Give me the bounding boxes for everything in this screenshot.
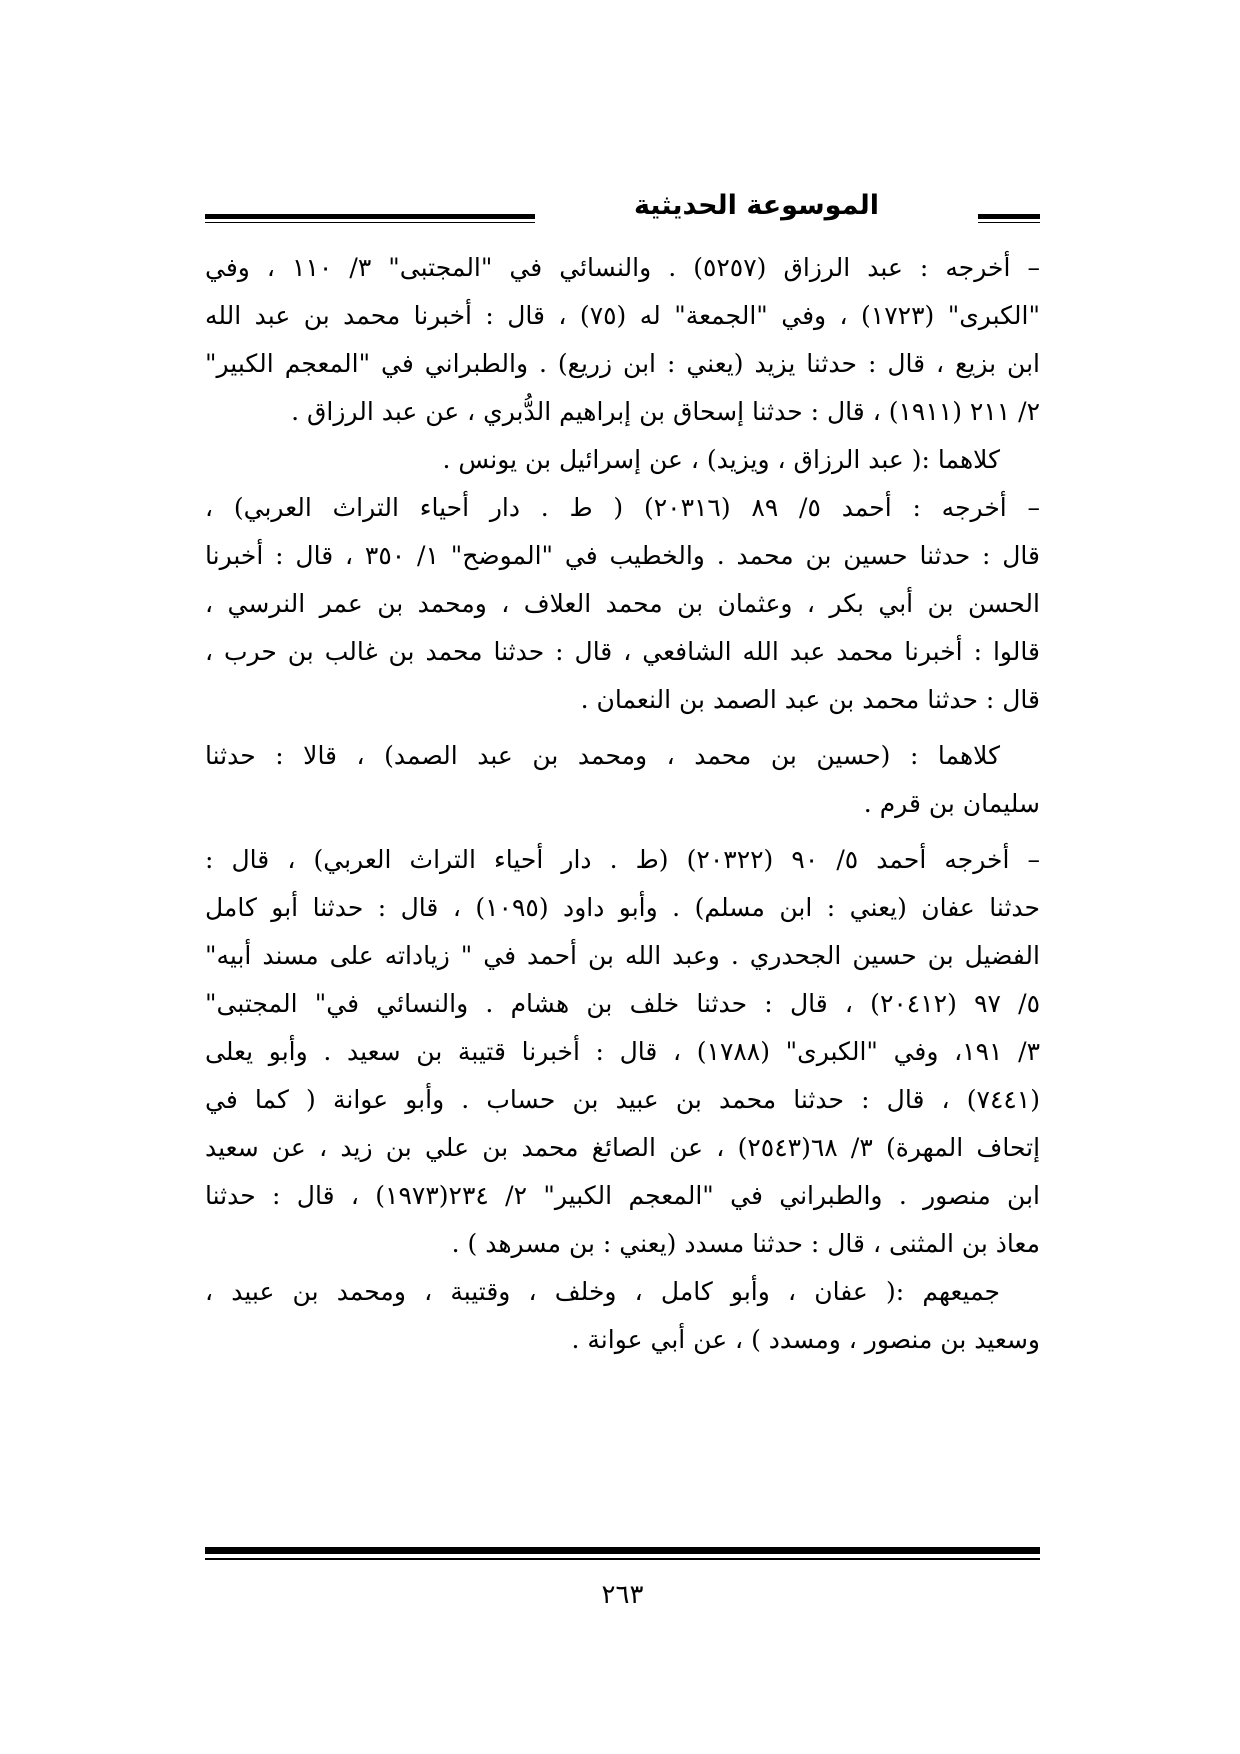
header-rule-left [205, 214, 535, 219]
text-line: كلاهما : (حسين بن محمد ، ومحمد بن عبد الصمد) ، قالا : حدثنا [205, 741, 1000, 770]
text-line: حدثنا عفان (يعني : ابن مسلم) . وأبو داود (١٠٩٥) ، قال : حدثنا أبو كامل [205, 893, 1040, 922]
page-number: ٢٦٣ [601, 1580, 644, 1610]
text-line: (٧٤٤١) ، قال : حدثنا محمد بن عبيد بن حساب . وأبو عوانة ( كما في [205, 1085, 1040, 1114]
header-title: الموسوعة الحديثية [633, 190, 880, 221]
text-line: معاذ بن المثنى ، قال : حدثنا مسدد (يعني : بن مسرهد ) . [451, 1229, 1040, 1258]
main-text [205, 244, 1040, 1364]
running-header [205, 186, 1040, 226]
footer-rule [205, 1547, 1040, 1560]
text-line: – أخرجه : عبد الرزاق (٥٢٥٧) . والنسائي في "المجتبى" ٣/ ١١٠ ، وفي [205, 253, 1040, 282]
text-line: كلاهما :( عبد الرزاق ، ويزيد) ، عن إسرائيل بن يونس . [442, 445, 1000, 474]
text-line: ابن منصور . والطبراني في "المعجم الكبير" ٢/ ٢٣٤(١٩٧٣) ، قال : حدثنا [205, 1181, 1040, 1210]
text-line: الحسن بن أبي بكر ، وعثمان بن محمد العلاف ، ومحمد بن عمر النرسي ، [205, 589, 1040, 618]
text-line: وسعيد بن منصور ، ومسدد ) ، عن أبي عوانة . [571, 1325, 1040, 1354]
text-line: قال : حدثنا حسين بن محمد . والخطيب في "الموضح" ١/ ٣٥٠ ، قال : أخبرنا [205, 541, 1040, 570]
text-line: جميعهم :( عفان ، وأبو كامل ، وخلف ، وقتيبة ، ومحمد بن عبيد ، [205, 1277, 1000, 1306]
text-line: – أخرجه : أحمد ٥/ ٨٩ (٢٠٣١٦) ( ط . دار أحياء التراث العربي) ، [205, 493, 1040, 522]
text-line: قالوا : أخبرنا محمد عبد الله الشافعي ، قال : حدثنا محمد بن غالب بن حرب ، [205, 637, 1040, 666]
text-line: قال : حدثنا محمد بن عبد الصمد بن النعمان . [580, 685, 1040, 714]
text-line: "الكبرى" (١٧٢٣) ، وفي "الجمعة" له (٧٥) ، قال : أخبرنا محمد بن عبد الله [205, 301, 1040, 330]
text-line: ٥/ ٩٧ (٢٠٤١٢) ، قال : حدثنا خلف بن هشام . والنسائي في" المجتبى" [205, 989, 1040, 1018]
text-line: الفضيل بن حسين الجحدري . وعبد الله بن أحمد في " زياداته على مسند أبيه" [205, 941, 1040, 970]
text-line: ابن بزيع ، قال : حدثنا يزيد (يعني : ابن زريع) . والطبراني في "المعجم الكبير" [205, 349, 1040, 378]
text-line: سليمان بن قرم . [863, 789, 1040, 818]
text-line: ٢/ ٢١١ (١٩١١) ، قال : حدثنا إسحاق بن إبراهيم الدُّبري ، عن عبد الرزاق . [291, 397, 1040, 426]
text-line: – أخرجه أحمد ٥/ ٩٠ (٢٠٣٢٢) (ط . دار أحياء التراث العربي) ، قال : [205, 845, 1040, 874]
header-rule-right [978, 214, 1040, 219]
text-line: إتحاف المهرة) ٣/ ٦٨(٢٥٤٣) ، عن الصائغ محمد بن علي بن زيد ، عن سعيد [205, 1133, 1040, 1162]
text-line: ٣/ ١٩١، وفي "الكبرى" (١٧٨٨) ، قال : أخبرنا قتيبة بن سعيد . وأبو يعلى [205, 1037, 1040, 1066]
